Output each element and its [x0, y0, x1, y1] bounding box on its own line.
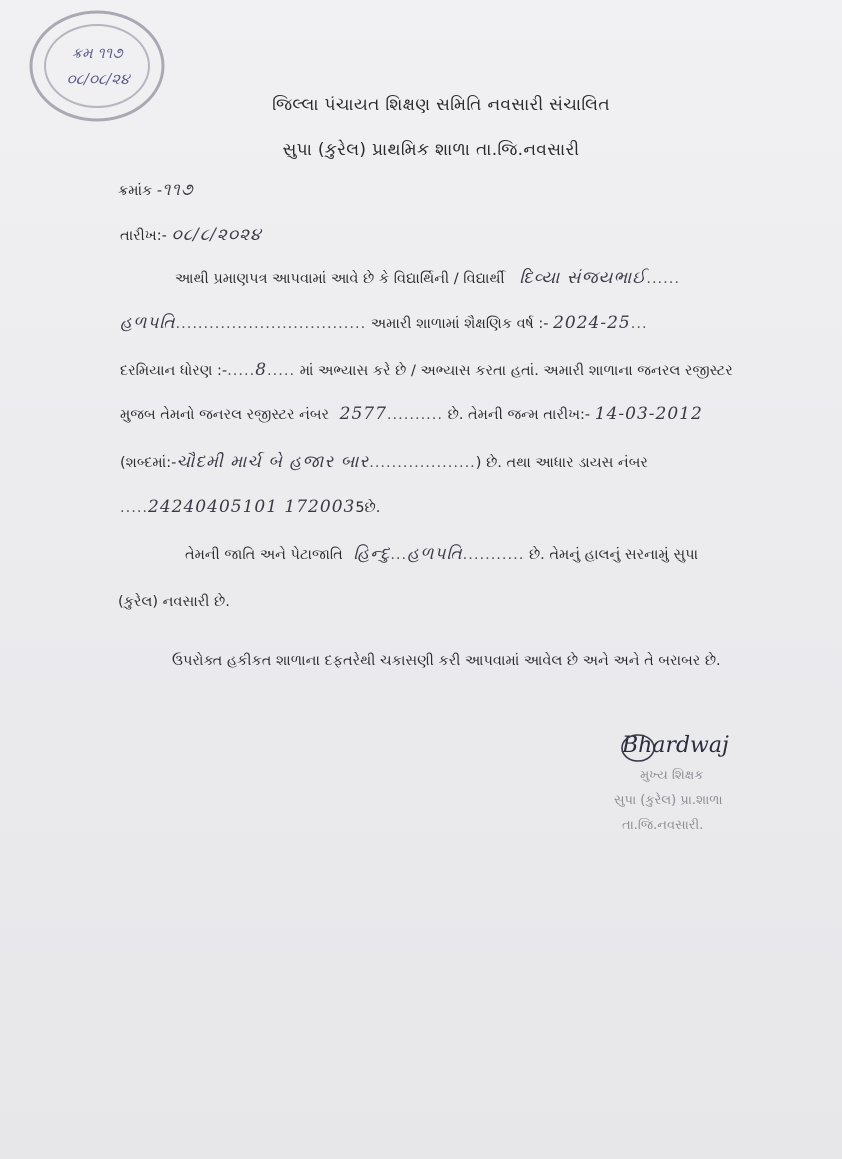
body-line-3	[120, 360, 733, 380]
address-prefix: છે. તેમનું હાલનું સરનામું સુપા	[528, 547, 699, 563]
seal-line2: ૦૮/૦૮/૨૪	[66, 70, 130, 88]
p3-prefix: મુજબ તેમનો જનરલ રજીસ્ટર નંબર	[120, 407, 330, 423]
date-label: તારીખ:-	[120, 228, 167, 244]
dotted-line: ...........	[462, 547, 525, 563]
body-line-5	[120, 452, 648, 472]
birth-words: ચૌદમી માર્ચ બે હજાર બાર	[176, 452, 370, 472]
date-row	[120, 225, 262, 245]
dotted-line: ...	[630, 316, 648, 332]
address-line: (કુરેલ) નવસારી છે.	[118, 594, 230, 610]
standard: 8	[255, 360, 268, 380]
signature: Bhardwaj	[622, 733, 729, 758]
student-name: દિવ્યા સંજયભાઈ	[519, 268, 647, 288]
body-line-2	[120, 313, 648, 333]
dotted-line: .....	[227, 363, 256, 379]
seal-line1: ક્રમ ૧૧૭	[71, 44, 123, 62]
register-no: 2577	[339, 404, 387, 424]
verification-line: ઉપરોક્ત હકીકત શાળાના દફતરેથી ચકાસણી કરી આપવામાં આવેલ છે અને અને તે બરાબર છે.	[172, 653, 721, 669]
header-line-1: જિલ્લા પંચાયત શિક્ષણ સમિતિ નવસારી સંચાલિત	[272, 95, 610, 115]
caste: હિન્દુ	[353, 544, 391, 564]
stamp-line-3: તા.જિ.નવસારી.	[622, 818, 704, 833]
body-line-6	[120, 497, 380, 517]
surname: હળપતિ	[120, 313, 176, 333]
p1-prefix: આથી પ્રમાણપત્ર આપવામાં આવે છે કે વિદ્યાર્થિની / વિદ્યાર્થી	[175, 271, 505, 287]
aadhar-dise-no: 24240405101 172003	[148, 497, 356, 517]
body-line-1	[175, 268, 680, 288]
dotted-line: .....	[120, 500, 149, 516]
dotted-line: ..........	[386, 407, 444, 423]
body-line-4	[120, 404, 703, 424]
stamp-line-1: મુખ્ય શિક્ષક	[640, 768, 704, 783]
body-line-7	[185, 544, 698, 564]
dotted-line: ...................	[369, 455, 476, 471]
academic-year: 2024-25	[553, 313, 631, 333]
number-label: ક્રમાંક -	[118, 183, 163, 199]
head-teacher-stamp	[614, 768, 723, 843]
p1-mid: અમારી શાળામાં શૈક્ષણિક વર્ષ :-	[370, 316, 549, 332]
p2-prefix: દરમિયાન ધોરણ :-	[120, 363, 228, 379]
number-row	[118, 180, 194, 200]
subcaste: હળપતિ	[407, 544, 463, 564]
p2-rest: માં અભ્યાસ કરે છે / અભ્યાસ કરતા હતાં. અમારી શાળાના જનરલ રજીસ્ટર	[299, 363, 733, 379]
dotted-line: ..................................	[175, 316, 367, 332]
caste-prefix: તેમની જાતિ અને પેટાજાતિ	[185, 547, 343, 563]
signature-scribble	[618, 728, 662, 768]
dotted-line: ......	[646, 271, 680, 287]
number-value: ૧૧૭	[162, 180, 194, 200]
words-suffix: ) છે. તથા આધાર ડાયસ નંબર	[475, 455, 648, 471]
aadhar-suffix: 5છે.	[355, 500, 381, 516]
p3-mid: છે. તેમની જન્મ તારીખ:-	[447, 407, 591, 423]
dotted-line: .....	[267, 363, 296, 379]
birth-date: 14-03-2012	[594, 404, 703, 424]
header-line-2: સુપા (કુરેલ) પ્રાથમિક શાળા તા.જિ.નવસારી	[282, 140, 580, 160]
dotted-line: ...	[390, 547, 408, 563]
body-line-8	[118, 594, 230, 610]
words-prefix: (શબ્દમાં:-	[120, 455, 177, 471]
date-value: ૦૮/૮/૨૦૨૪	[171, 225, 262, 245]
stamp-line-2: સુપા (કુરેલ) પ્રા.શાળા	[614, 793, 723, 808]
